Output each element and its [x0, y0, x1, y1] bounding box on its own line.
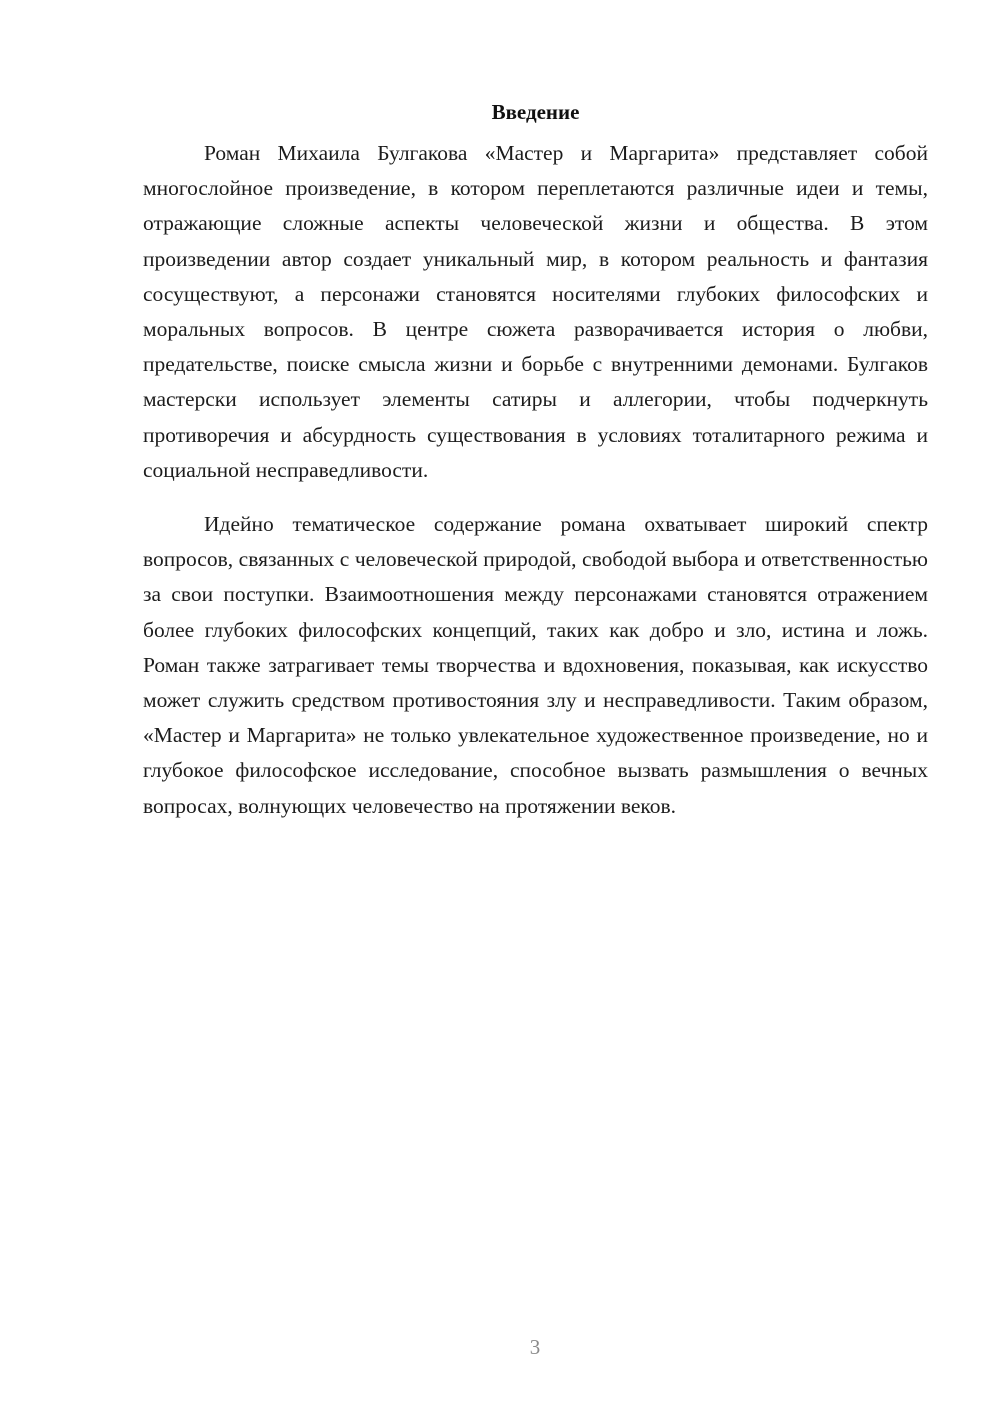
- page-number: 3: [529, 1335, 541, 1359]
- section-title: Введение: [491, 100, 580, 124]
- paragraph-2: Идейно тематическое содержание романа охватывает широкий спектр вопросов, связанных с человеческой природой, свободой выбора и ответственностью за свои поступки. Взаимоотношения между персонажами становятся отражением более глубоких философских концепций, таких как добро и зло, истина и ложь. Роман также затрагивает темы творчества и вдохновения, показывая, как искусство может служить средством противостояния злу и несправедливости. Таким образом, «Мастер и Маргарита» не только увлекательное художественное произведение, но и глубокое философское исследование, способное вызвать размышления о вечных вопросах, волнующих человечество на протяжении веков.: [143, 512, 928, 818]
- paragraph-1: Роман Михаила Булгакова «Мастер и Маргарита» представляет собой многослойное произведение, в котором переплетаются различные идеи и темы, отражающие сложные аспекты человеческой жизни и общества. В этом произведении автор создает уникальный мир, в котором реальность и фантазия сосуществуют, а персонажи становятся носителями глубоких философских и моральных вопросов. В центре сюжета разворачивается история о любви, предательстве, поиске смысла жизни и борьбе с внутренними демонами. Булгаков мастерски использует элементы сатиры и аллегории, чтобы подчеркнуть противоречия и абсурдность существования в условиях тоталитарного режима и социальной несправедливости.: [143, 141, 928, 482]
- page-content: [143, 96, 928, 824]
